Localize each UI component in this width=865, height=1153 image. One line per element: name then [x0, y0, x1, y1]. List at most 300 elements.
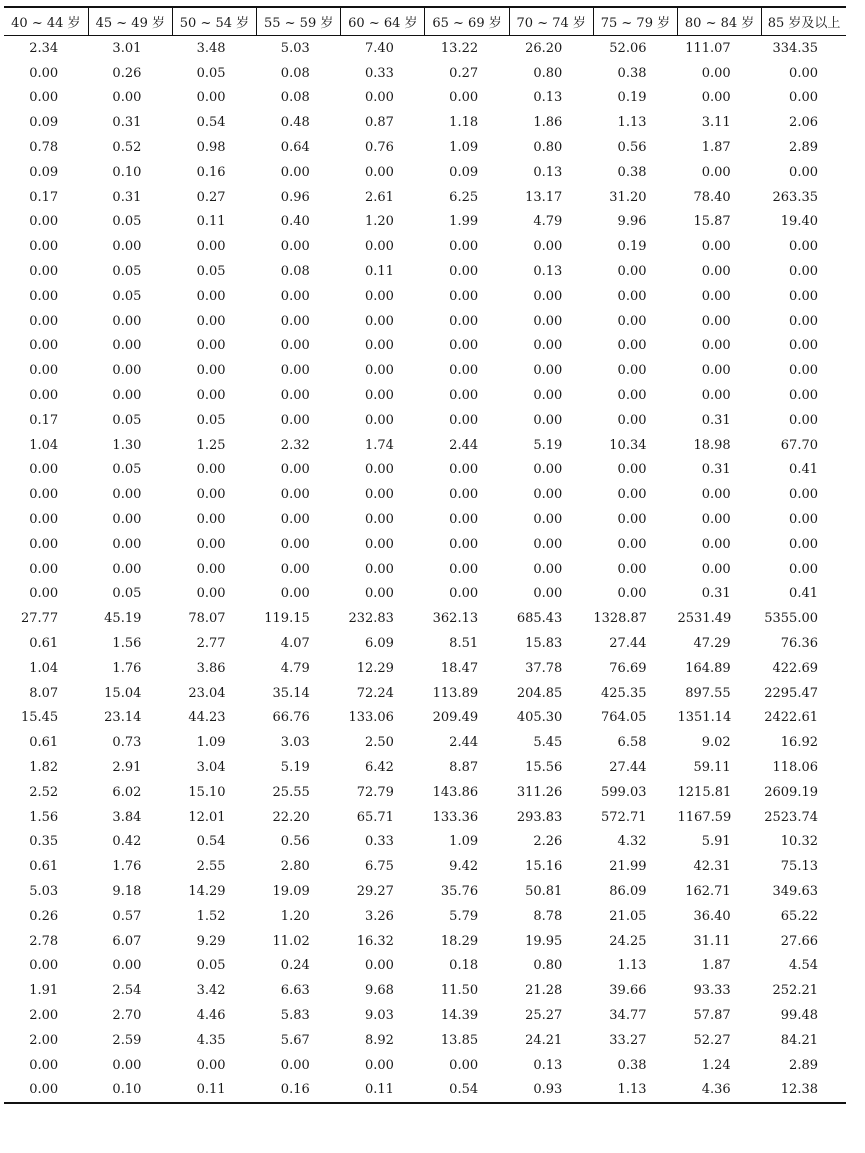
table-cell: 4.07: [280, 636, 310, 652]
table-cell: 232.83: [348, 611, 394, 627]
table-cell: 9.68: [364, 983, 394, 999]
table-cell: 0.00: [533, 313, 563, 329]
table-cell: 0.00: [29, 512, 59, 528]
table-cell: 5.83: [280, 1007, 310, 1023]
table-cell: 0.16: [196, 164, 226, 180]
table-cell: 2.70: [112, 1007, 142, 1023]
table-cell: 65.71: [356, 809, 394, 825]
table-cell: 0.10: [112, 164, 142, 180]
table-cell: 0.00: [701, 65, 731, 81]
table-cell: 1.04: [29, 660, 59, 676]
table-row: [4, 507, 846, 532]
table-cell: 0.00: [29, 65, 59, 81]
table-cell: 57.87: [693, 1007, 731, 1023]
table-cell: 0.00: [533, 288, 563, 304]
table-cell: 0.00: [280, 288, 310, 304]
table-cell: 0.00: [701, 512, 731, 528]
table-cell: 1.74: [364, 437, 394, 453]
table-cell: 1.56: [29, 809, 59, 825]
table-row: [4, 185, 846, 210]
table-cell: 2295.47: [764, 685, 818, 701]
table-cell: 0.11: [196, 214, 226, 230]
table-cell: 0.00: [701, 239, 731, 255]
table-cell: 6.58: [617, 735, 647, 751]
table-cell: 2.52: [29, 784, 59, 800]
table-cell: 2523.74: [764, 809, 818, 825]
table-cell: 0.48: [280, 115, 310, 131]
table-cell: 52.27: [693, 1032, 731, 1048]
table-cell: 0.31: [701, 462, 731, 478]
table-cell: 0.00: [364, 90, 394, 106]
table-cell: 37.78: [525, 660, 563, 676]
table-cell: 0.00: [617, 512, 647, 528]
table-cell: 1.99: [449, 214, 479, 230]
table-cell: 31.11: [693, 933, 731, 949]
table-cell: 0.00: [196, 512, 226, 528]
table-cell: 29.27: [356, 883, 394, 899]
table-cell: 0.00: [112, 313, 142, 329]
table-cell: 0.00: [789, 164, 818, 180]
table-cell: 15.56: [525, 760, 563, 775]
table-cell: 34.77: [609, 1007, 647, 1023]
table-cell: 5.67: [280, 1032, 310, 1048]
table-cell: 18.98: [693, 437, 731, 453]
table-row: [4, 656, 846, 681]
table-cell: 0.05: [112, 462, 142, 478]
table-cell: 14.39: [440, 1007, 479, 1023]
table-cell: 0.00: [29, 214, 59, 230]
table-cell: 0.00: [29, 487, 59, 503]
table-cell: 15.16: [525, 859, 563, 875]
table-cell: 1.86: [533, 115, 563, 131]
table-cell: 12.01: [188, 809, 226, 825]
table-row: [4, 433, 846, 458]
table-row: [4, 309, 846, 334]
table-cell: 0.09: [29, 164, 59, 180]
table-cell: 0.26: [112, 65, 142, 81]
table-cell: 78.07: [188, 611, 226, 627]
table-cell: 3.04: [196, 760, 226, 775]
table-cell: 1.18: [449, 115, 479, 131]
table-cell: 0.00: [789, 288, 818, 304]
table-cell: 1351.14: [677, 710, 732, 726]
table-cell: 2.59: [112, 1032, 142, 1048]
table-row: [4, 606, 846, 631]
table-cell: 0.00: [617, 487, 647, 503]
table-cell: 25.27: [525, 1007, 563, 1023]
table-cell: 8.51: [449, 636, 479, 652]
table-cell: 2.80: [280, 859, 310, 875]
table-cell: 334.35: [772, 40, 818, 56]
table-cell: 26.20: [525, 40, 563, 56]
table-cell: 27.77: [20, 611, 59, 627]
table-cell: 0.05: [112, 264, 142, 280]
table-cell: 0.00: [364, 462, 394, 478]
table-cell: 1215.81: [677, 784, 732, 800]
table-cell: 1.56: [112, 636, 142, 652]
table-cell: 86.09: [609, 883, 647, 899]
column-header: 45 ~ 49 岁: [88, 7, 172, 36]
table-cell: 2.44: [449, 437, 479, 453]
table-cell: 93.33: [693, 983, 731, 999]
table-cell: 0.08: [280, 264, 310, 280]
table-cell: 0.00: [196, 586, 226, 602]
table-cell: 0.00: [533, 536, 563, 552]
table-cell: 0.41: [789, 586, 818, 602]
table-cell: 0.00: [280, 586, 310, 602]
column-header: 50 ~ 54 岁: [172, 7, 256, 36]
table-cell: 1.30: [112, 437, 142, 453]
table-cell: 0.24: [280, 958, 310, 974]
table-cell: 0.00: [29, 90, 59, 106]
table-cell: 0.00: [196, 487, 226, 503]
header-row: [4, 7, 846, 36]
table-cell: 0.00: [112, 363, 142, 379]
table-cell: 0.00: [789, 338, 818, 354]
table-cell: 8.07: [29, 685, 59, 701]
table-cell: 0.00: [789, 512, 818, 528]
table-cell: 0.00: [449, 487, 479, 503]
table-cell: 27.44: [609, 636, 647, 652]
table-cell: 0.00: [617, 288, 647, 304]
table-cell: 78.40: [693, 189, 731, 205]
table-cell: 1.52: [196, 908, 226, 924]
table-cell: 2.77: [196, 636, 226, 652]
table-cell: 0.00: [280, 561, 310, 577]
table-cell: 1.13: [593, 1077, 677, 1103]
table-cell: 9.42: [449, 859, 479, 875]
table-cell: 9.02: [701, 735, 731, 751]
table-cell: 0.00: [533, 338, 563, 354]
table-cell: 0.00: [701, 164, 731, 180]
table-row: [4, 879, 846, 904]
table-cell: 1.76: [112, 660, 142, 676]
table-cell: 0.05: [112, 214, 142, 230]
table-cell: 15.10: [188, 784, 226, 800]
table-cell: 10.34: [609, 437, 647, 453]
table-cell: 5.03: [29, 883, 59, 899]
table-cell: 0.64: [280, 140, 310, 156]
table-cell: 209.49: [432, 710, 479, 726]
table-cell: 0.00: [196, 462, 226, 478]
table-cell: 99.48: [780, 1007, 818, 1023]
table-cell: 0.00: [364, 512, 394, 528]
table-cell: 0.87: [364, 115, 394, 131]
table-cell: 0.00: [701, 561, 731, 577]
table-cell: 0.56: [280, 834, 310, 850]
table-cell: 0.00: [364, 363, 394, 379]
table-cell: 9.18: [112, 883, 142, 899]
table-cell: 23.14: [104, 710, 142, 726]
table-cell: 0.00: [449, 338, 479, 354]
table-cell: 1.20: [364, 214, 394, 230]
table-cell: 0.00: [280, 388, 310, 404]
table-cell: 0.93: [509, 1077, 593, 1103]
table-cell: 4.35: [196, 1032, 226, 1048]
table-cell: 0.38: [617, 65, 647, 81]
table-row: [4, 482, 846, 507]
table-row: [4, 160, 846, 185]
table-cell: 14.29: [188, 883, 226, 899]
table-cell: 0.40: [280, 214, 310, 230]
table-cell: 0.41: [789, 462, 818, 478]
column-header: 75 ~ 79 岁: [593, 7, 677, 36]
table-row: [4, 383, 846, 408]
table-cell: 0.00: [364, 239, 394, 255]
table-cell: 0.56: [617, 140, 647, 156]
table-cell: 0.00: [112, 239, 142, 255]
table-cell: 0.00: [617, 586, 647, 602]
column-header: 65 ~ 69 岁: [425, 7, 509, 36]
table-cell: 0.00: [617, 388, 647, 404]
table-cell: 897.55: [685, 685, 731, 701]
table-cell: 6.42: [364, 760, 394, 775]
table-row: [4, 1003, 846, 1028]
table-cell: 6.25: [449, 189, 479, 205]
table-cell: 2422.61: [764, 710, 818, 726]
table-cell: 3.01: [112, 40, 142, 56]
table-cell: 0.31: [112, 189, 142, 205]
table-cell: 0.61: [29, 859, 59, 875]
table-cell: 425.35: [601, 685, 647, 701]
table-cell: 0.00: [449, 412, 479, 428]
table-cell: 0.13: [533, 90, 563, 106]
table-cell: 5.19: [280, 760, 310, 775]
table-row: [4, 358, 846, 383]
table-cell: 0.00: [701, 487, 731, 503]
table-cell: 1.25: [196, 437, 226, 453]
table-cell: 143.86: [432, 784, 479, 800]
table-cell: 1.76: [112, 859, 142, 875]
table-cell: 0.00: [364, 487, 394, 503]
table-cell: 0.00: [280, 239, 310, 255]
table-cell: 0.05: [112, 288, 142, 304]
table-cell: 0.26: [29, 908, 59, 924]
table-cell: 9.03: [364, 1007, 394, 1023]
table-cell: 0.00: [617, 462, 647, 478]
table-cell: 2.78: [29, 933, 59, 949]
table-cell: 0.52: [112, 140, 142, 156]
table-cell: 21.05: [609, 908, 647, 924]
table-cell: 2.89: [789, 1057, 818, 1073]
table-cell: 0.00: [280, 363, 310, 379]
table-cell: 19.40: [780, 214, 818, 230]
table-cell: 0.13: [533, 1057, 563, 1073]
column-header: 55 ~ 59 岁: [257, 7, 341, 36]
table-cell: 1.13: [617, 115, 647, 131]
column-header: 70 ~ 74 岁: [509, 7, 593, 36]
table-cell: 349.63: [772, 883, 818, 899]
table-cell: 0.00: [280, 313, 310, 329]
table-cell: 33.27: [609, 1032, 647, 1048]
table-cell: 0.00: [29, 462, 59, 478]
table-cell: 0.00: [196, 239, 226, 255]
table-row: [4, 854, 846, 879]
table-cell: 0.00: [617, 363, 647, 379]
table-row: [4, 408, 846, 433]
column-header: 85 岁及以上: [762, 7, 846, 36]
table-cell: 24.21: [525, 1032, 563, 1048]
table-cell: 5.19: [533, 437, 563, 453]
table-cell: 8.92: [364, 1032, 394, 1048]
table-cell: 2.00: [29, 1007, 59, 1023]
table-cell: 0.00: [280, 536, 310, 552]
table-cell: 65.22: [780, 908, 818, 924]
table-cell: 0.00: [617, 264, 647, 280]
table-cell: 2.61: [364, 189, 394, 205]
table-cell: 0.00: [789, 313, 818, 329]
table-cell: 3.42: [196, 983, 226, 999]
table-cell: 2.32: [280, 437, 310, 453]
table-cell: 0.54: [425, 1077, 509, 1103]
table-cell: 0.00: [112, 536, 142, 552]
table-cell: 9.29: [196, 933, 226, 949]
table-cell: 0.00: [196, 1057, 226, 1073]
table-cell: 3.84: [112, 809, 142, 825]
table-cell: 119.15: [264, 611, 310, 627]
table-cell: 0.27: [449, 65, 479, 81]
table-cell: 5355.00: [764, 611, 818, 627]
table-cell: 0.31: [701, 412, 731, 428]
table-cell: 0.57: [112, 908, 142, 924]
table-cell: 22.20: [272, 809, 310, 825]
table-cell: 0.00: [449, 264, 479, 280]
table-cell: 0.05: [112, 586, 142, 602]
table-cell: 0.00: [449, 313, 479, 329]
table-cell: 0.00: [29, 363, 59, 379]
table-cell: 0.80: [533, 140, 563, 156]
table-cell: 4.36: [678, 1077, 762, 1103]
table-cell: 44.23: [188, 710, 226, 726]
table-cell: 113.89: [432, 685, 479, 701]
table-cell: 19.95: [525, 933, 563, 949]
table-cell: 0.19: [617, 239, 647, 255]
table-cell: 13.85: [440, 1032, 479, 1048]
table-cell: 47.29: [693, 636, 731, 652]
table-cell: 24.25: [609, 933, 647, 949]
table-cell: 52.06: [609, 40, 647, 56]
table-row: [4, 334, 846, 359]
table-cell: 16.92: [780, 735, 818, 751]
table-row: [4, 1053, 846, 1078]
table-cell: 0.00: [449, 561, 479, 577]
table-row: [4, 135, 846, 160]
table-row: [4, 780, 846, 805]
table-row: [4, 532, 846, 557]
table-cell: 0.00: [29, 264, 59, 280]
table-cell: 0.00: [112, 1057, 142, 1073]
table-cell: 2.89: [789, 140, 818, 156]
table-cell: 111.07: [685, 40, 731, 56]
table-cell: 0.00: [789, 536, 818, 552]
table-cell: 0.00: [364, 536, 394, 552]
table-cell: 15.83: [525, 636, 563, 652]
table-cell: 15.45: [20, 710, 59, 726]
table-cell: 0.00: [280, 412, 310, 428]
table-row: [4, 681, 846, 706]
table-cell: 252.21: [772, 983, 818, 999]
table-cell: 405.30: [516, 710, 563, 726]
table-cell: 11.50: [440, 983, 479, 999]
table-cell: 50.81: [525, 883, 563, 899]
table-row: [4, 259, 846, 284]
table-cell: 0.00: [701, 388, 731, 404]
table-cell: 572.71: [601, 809, 647, 825]
table-cell: 8.87: [449, 760, 479, 775]
table-cell: 0.78: [29, 140, 59, 156]
table-cell: 0.00: [701, 288, 731, 304]
table-cell: 0.00: [280, 338, 310, 354]
table-cell: 0.00: [112, 958, 142, 974]
table-cell: 0.00: [449, 388, 479, 404]
table-cell: 0.61: [29, 636, 59, 652]
table-cell: 0.00: [29, 239, 59, 255]
table-cell: 0.00: [701, 313, 731, 329]
table-cell: 0.31: [112, 115, 142, 131]
table-cell: 2.26: [533, 834, 563, 850]
table-cell: 0.00: [701, 90, 731, 106]
table-cell: 0.09: [449, 164, 479, 180]
column-header: 80 ~ 84 岁: [678, 7, 762, 36]
table-cell: 0.00: [29, 388, 59, 404]
table-cell: 0.61: [29, 735, 59, 751]
table-cell: 0.00: [789, 363, 818, 379]
table-cell: 0.00: [701, 363, 731, 379]
table-cell: 15.04: [104, 685, 142, 701]
table-cell: 25.55: [272, 784, 310, 800]
table-cell: 2.55: [196, 859, 226, 875]
table-cell: 0.00: [701, 536, 731, 552]
table-cell: 0.00: [449, 462, 479, 478]
table-cell: 0.05: [112, 412, 142, 428]
table-cell: 72.79: [356, 784, 394, 800]
table-row: [4, 953, 846, 978]
table-cell: 0.00: [196, 90, 226, 106]
table-cell: 11.02: [272, 933, 310, 949]
table-cell: 4.79: [533, 214, 563, 230]
table-cell: 0.00: [364, 1057, 394, 1073]
table-cell: 0.19: [617, 90, 647, 106]
table-cell: 4.79: [280, 660, 310, 676]
table-cell: 1.09: [449, 834, 479, 850]
table-cell: 0.00: [789, 239, 818, 255]
table-cell: 0.00: [449, 536, 479, 552]
table-cell: 13.17: [525, 189, 563, 205]
table-cell: 164.89: [685, 660, 731, 676]
table-cell: 0.00: [29, 536, 59, 552]
table-cell: 0.00: [29, 561, 59, 577]
table-cell: 0.00: [29, 958, 59, 974]
table-cell: 0.00: [789, 65, 818, 81]
table-cell: 0.10: [88, 1077, 172, 1103]
table-cell: 27.44: [609, 760, 647, 775]
table-row: [4, 706, 846, 731]
table-cell: 0.05: [196, 958, 226, 974]
table-cell: 0.13: [533, 164, 563, 180]
table-cell: 0.00: [280, 164, 310, 180]
table-cell: 0.00: [112, 487, 142, 503]
table-cell: 0.00: [533, 512, 563, 528]
table-cell: 0.27: [196, 189, 226, 205]
table-cell: 0.35: [29, 834, 59, 850]
table-cell: 0.00: [280, 487, 310, 503]
table-cell: 6.09: [364, 636, 394, 652]
table-cell: 7.40: [364, 40, 394, 56]
table-row: [4, 557, 846, 582]
table-cell: 27.66: [780, 933, 818, 949]
table-cell: 1.24: [701, 1057, 731, 1073]
table-row: [4, 284, 846, 309]
